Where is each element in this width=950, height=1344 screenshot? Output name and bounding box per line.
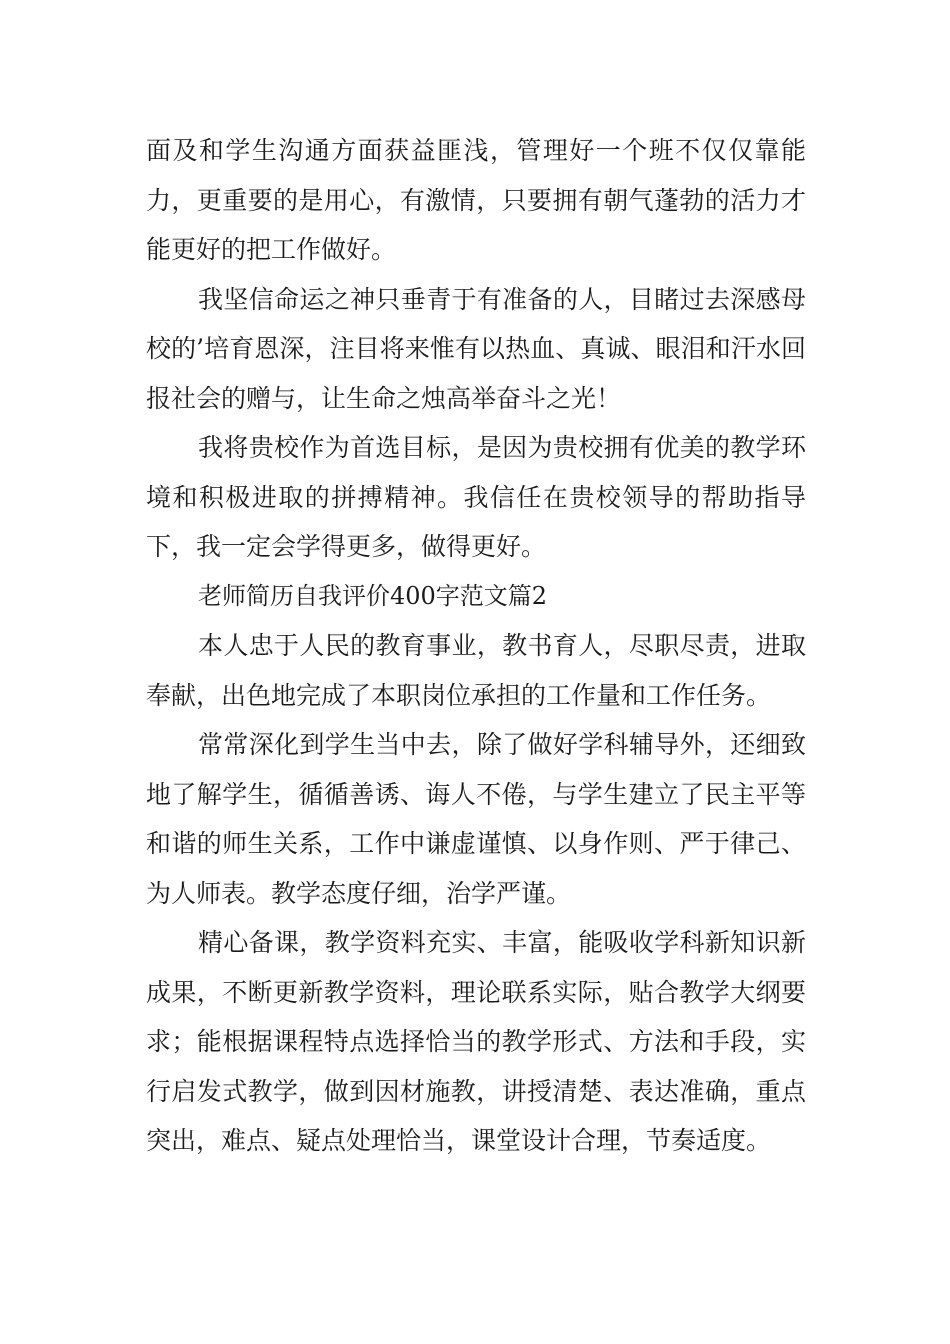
paragraph: 我坚信命运之神只垂青于有准备的人，目睹过去深感母校的’培育恩深，注目将来惟有以热血、真诚、眼泪和汗水回报社会的赠与，让生命之烛高举奋斗之光！	[146, 284, 806, 413]
paragraph: 我将贵校作为首选目标，是因为贵校拥有优美的教学环境和积极进取的拼搏精神。我信任在贵校领导的帮助指导下，我一定会学得更多，做得更好。	[146, 433, 806, 561]
paragraph-continuation: 面及和学生沟通方面获益匪浅，管理好一个班不仅仅靠能力，更重要的是用心，有激情，只要拥有朝气蓬勃的活力才能更好的把工作做好。	[146, 136, 806, 264]
paragraph: 常常深化到学生当中去，除了做好学科辅导外，还细致地了解学生，循循善诱、诲人不倦，与学生建立了民主平等和谐的师生关系，工作中谦虚谨慎、以身作则、严于律己、为人师表。教学态度仔细，治学严谨。	[146, 730, 806, 908]
document-body	[146, 126, 806, 1166]
paragraph: 本人忠于人民的教育事业，教书育人，尽职尽责，进取奉献，出色地完成了本职岗位承担的工作量和工作任务。	[146, 631, 806, 710]
paragraph: 精心备课，教学资料充实、丰富，能吸收学科新知识新成果，不断更新教学资料，理论联系实际，贴合教学大纲要求；能根据课程特点选择恰当的教学形式、方法和手段，实行启发式教学，做到因材施教，讲授清楚、表达准确，重点突出，难点、疑点处理恰当，课堂设计合理，节奏适度。	[146, 928, 806, 1155]
section-heading: 老师简历自我评价400字范文篇2	[198, 581, 548, 610]
